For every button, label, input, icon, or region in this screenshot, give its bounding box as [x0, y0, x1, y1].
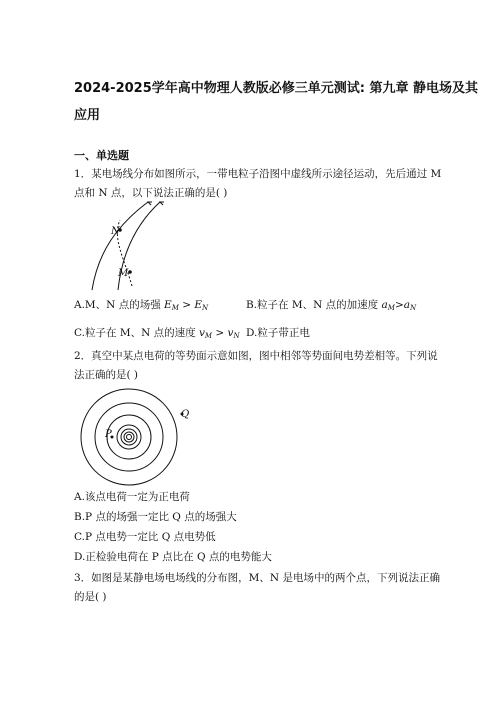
q2-equipotential-figure — [74, 387, 196, 487]
q1-label-m: M — [118, 268, 129, 279]
q1-option-c: C.粒子在 M、N 点的速度 $v_M > v_N$ — [74, 327, 240, 340]
q1-label-n: N — [111, 226, 120, 237]
q2-option-d: D.正检验电荷在 P 点比在 Q 点的电势能大 — [74, 551, 272, 563]
q1-stem-line1: 1．某电场线分布如图所示，一带电粒子沿图中虚线所示途径运动，先后通过 M — [74, 168, 442, 180]
document-title-line2: 应用 — [74, 108, 101, 123]
q2-stem-line2: 法正确的是( ) — [74, 369, 139, 381]
q2-label-q: Q — [181, 409, 190, 420]
q2-label-p: P — [105, 429, 112, 440]
document-title-line1: 2024-2025学年高中物理人教版必修三单元测试: 第九章 静电场及其 — [74, 81, 479, 96]
q2-stem-line1: 2．真空中某点电荷的等势面示意如图，图中相邻等势面间电势差相等。下列说 — [74, 350, 438, 362]
section-heading-single-choice: 一、单选题 — [74, 149, 129, 162]
q2-option-b: B.P 点的场强一定比 Q 点的场强大 — [74, 511, 237, 523]
q1-option-a: A.M、N 点的场强 $E_M > E_N$ — [74, 299, 209, 312]
q3-stem-line1: 3．如图是某静电场电场线的分布图，M、N 是电场中的两个点，下列说法正确 — [74, 572, 440, 584]
q3-stem-line2: 的是( ) — [74, 591, 107, 603]
q1-stem-line2: 点和 N 点，以下说法正确的是( ) — [74, 187, 228, 199]
q2-option-c: C.P 点电势一定比 Q 点电势低 — [74, 531, 216, 543]
q1-option-d: D.粒子带正电 — [246, 327, 310, 339]
q1-option-b: B.粒子在 M、N 点的加速度 $a_M>a_N$ — [246, 299, 417, 312]
q2-option-a: A.该点电荷一定为正电荷 — [74, 491, 190, 503]
